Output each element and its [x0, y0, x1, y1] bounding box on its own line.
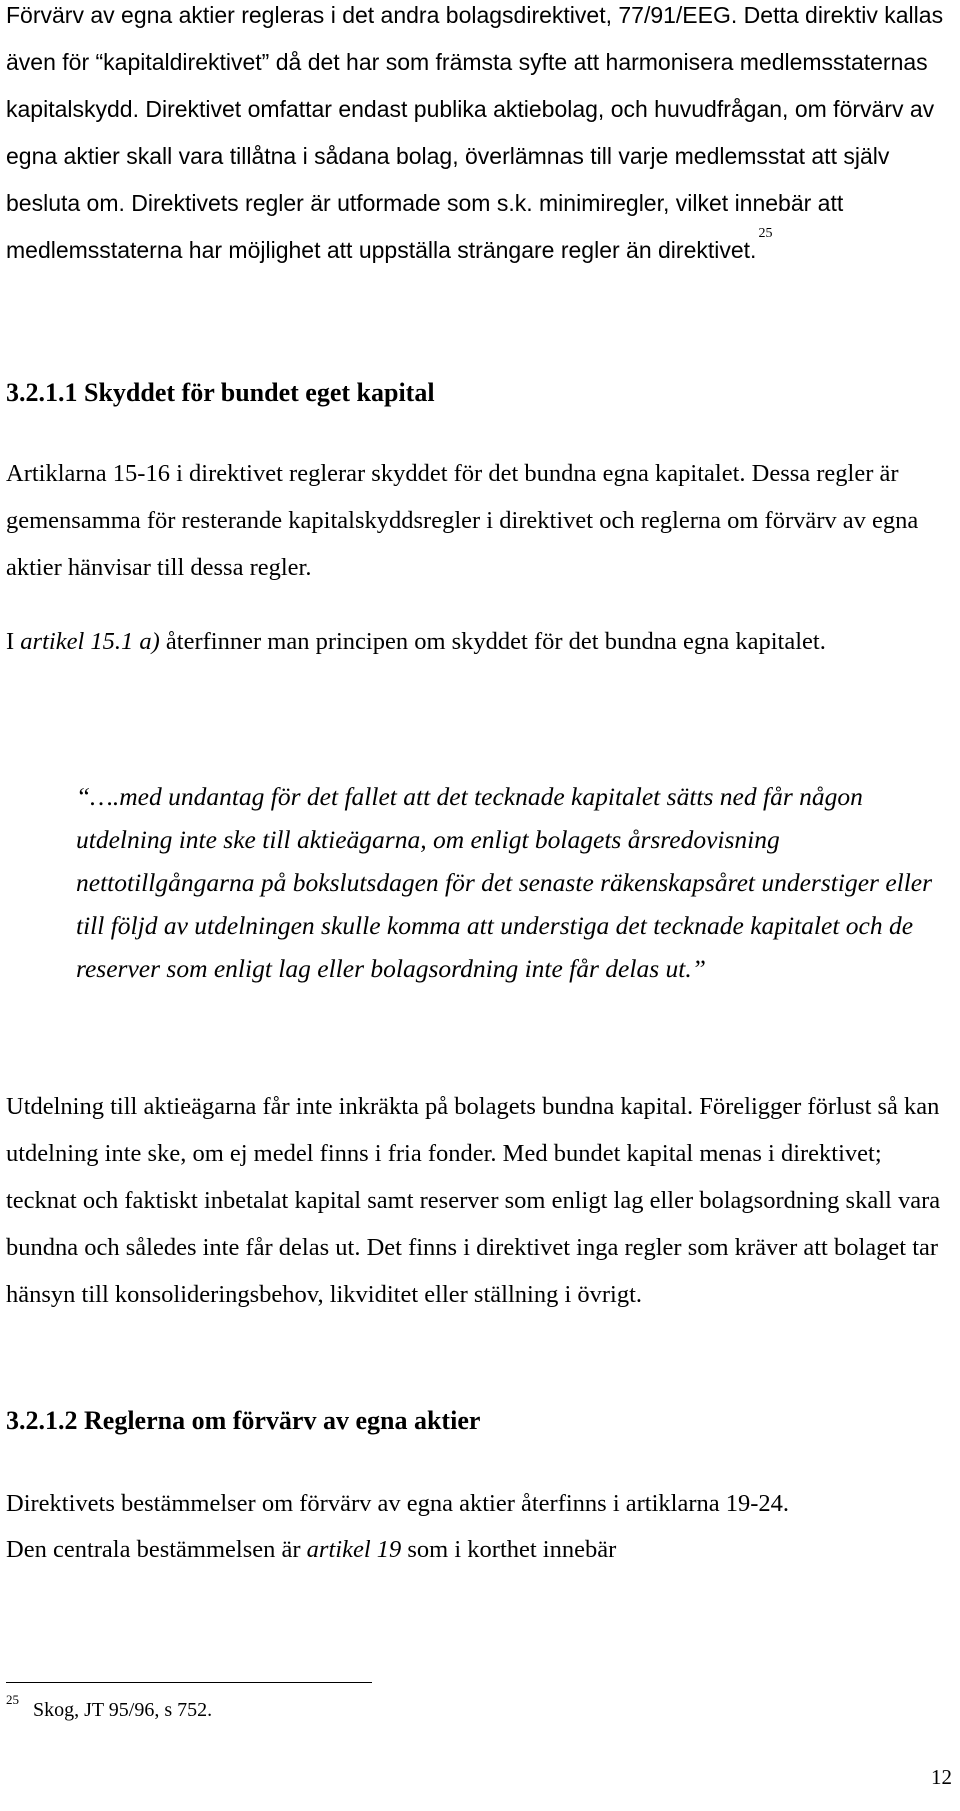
paragraph-article-15-1 [6, 618, 952, 665]
paragraph-articles-19-24: Direktivets bestämmelser om förvärv av egna aktier återfinns i artiklarna 19-24. [6, 1490, 790, 1517]
section-heading-3-2-1-1: 3.2.1.1 Skyddet för bundet eget kapital [6, 378, 435, 407]
footnote-reference[interactable]: 25 [758, 226, 773, 241]
footnote-divider [6, 1682, 372, 1683]
article-19-reference: artikel 19 [306, 1536, 402, 1563]
footnote [6, 1690, 212, 1730]
footnote-text: Skog, JT 95/96, s 752. [33, 1699, 213, 1721]
footnote-number: 25 [6, 1692, 19, 1707]
article-15-1-reference: artikel 15.1 a) [20, 628, 160, 655]
page-number: 12 [931, 1765, 952, 1789]
paragraph-intro [6, 0, 952, 274]
paragraph-article-15-1-prefix: I [6, 628, 21, 655]
paragraph-article-15-1-suffix: återfinner man principen om skyddet för det bundna egna kapitalet. [159, 628, 826, 655]
paragraph-dividends: Utdelning till aktieägarna får inte inkräkta på bolagets bundna kapital. Föreligger förlust så kan utdelning inte ske, om ej medel finns i fria fonder. Med bundet kapital menas i direktivet; tecknat och faktiskt inbetalat kapital samt reserver som enligt lag eller bolagsordning skall vara bundna och således inte får delas ut. Det finns i direktivet inga regler som kräver att bolaget tar hänsyn till konsolideringsbehov, likviditet eller ställning i övrigt. [6, 1093, 941, 1308]
paragraph-article-19-prefix: Den centrala bestämmelsen är [6, 1536, 307, 1563]
section-heading-3-2-1-2: 3.2.1.2 Reglerna om förvärv av egna aktier [6, 1406, 481, 1435]
paragraph-articles-15-16: Artiklarna 15-16 i direktivet reglerar skyddet för det bundna egna kapitalet. Dessa regler är gemensamma för resterande kapitalskyddsregler i direktivet och reglerna om förvärv av egna aktier hänvisar till dessa regler. [6, 460, 919, 581]
paragraph-article-19 [6, 1526, 952, 1573]
paragraph-intro-text: Förvärv av egna aktier regleras i det andra bolagsdirektivet, 77/91/EEG. Detta direktiv kallas även för “kapitaldirektivet” då det har som främsta syfte att harmonisera medlemsstaternas kapitalskydd. Direktivet omfattar endast publika aktiebolag, och huvudfrågan, om förvärv av egna aktier skall vara tillåtna i sådana bolag, överlämnas till varje medlemsstat att själv besluta om. Direktivets regler är utformade som s.k. minimiregler, vilket innebär att medlemsstaterna har möjlighet att uppställa strängare regler än direktivet. [6, 2, 944, 263]
paragraph-article-19-suffix: som i korthet innebär [401, 1536, 617, 1563]
block-quote: “….med undantag för det fallet att det tecknade kapitalet sätts ned får någon utdelning inte ske till aktieägarna, om enligt bolagets årsredovisning nettotillgångarna på bokslutsdagen för det senaste räkenskapsåret understiger eller till följd av utdelningen skulle komma att understiga det tecknade kapitalet och de reserver som enligt lag eller bolagsordning inte får delas ut.” [76, 782, 933, 983]
